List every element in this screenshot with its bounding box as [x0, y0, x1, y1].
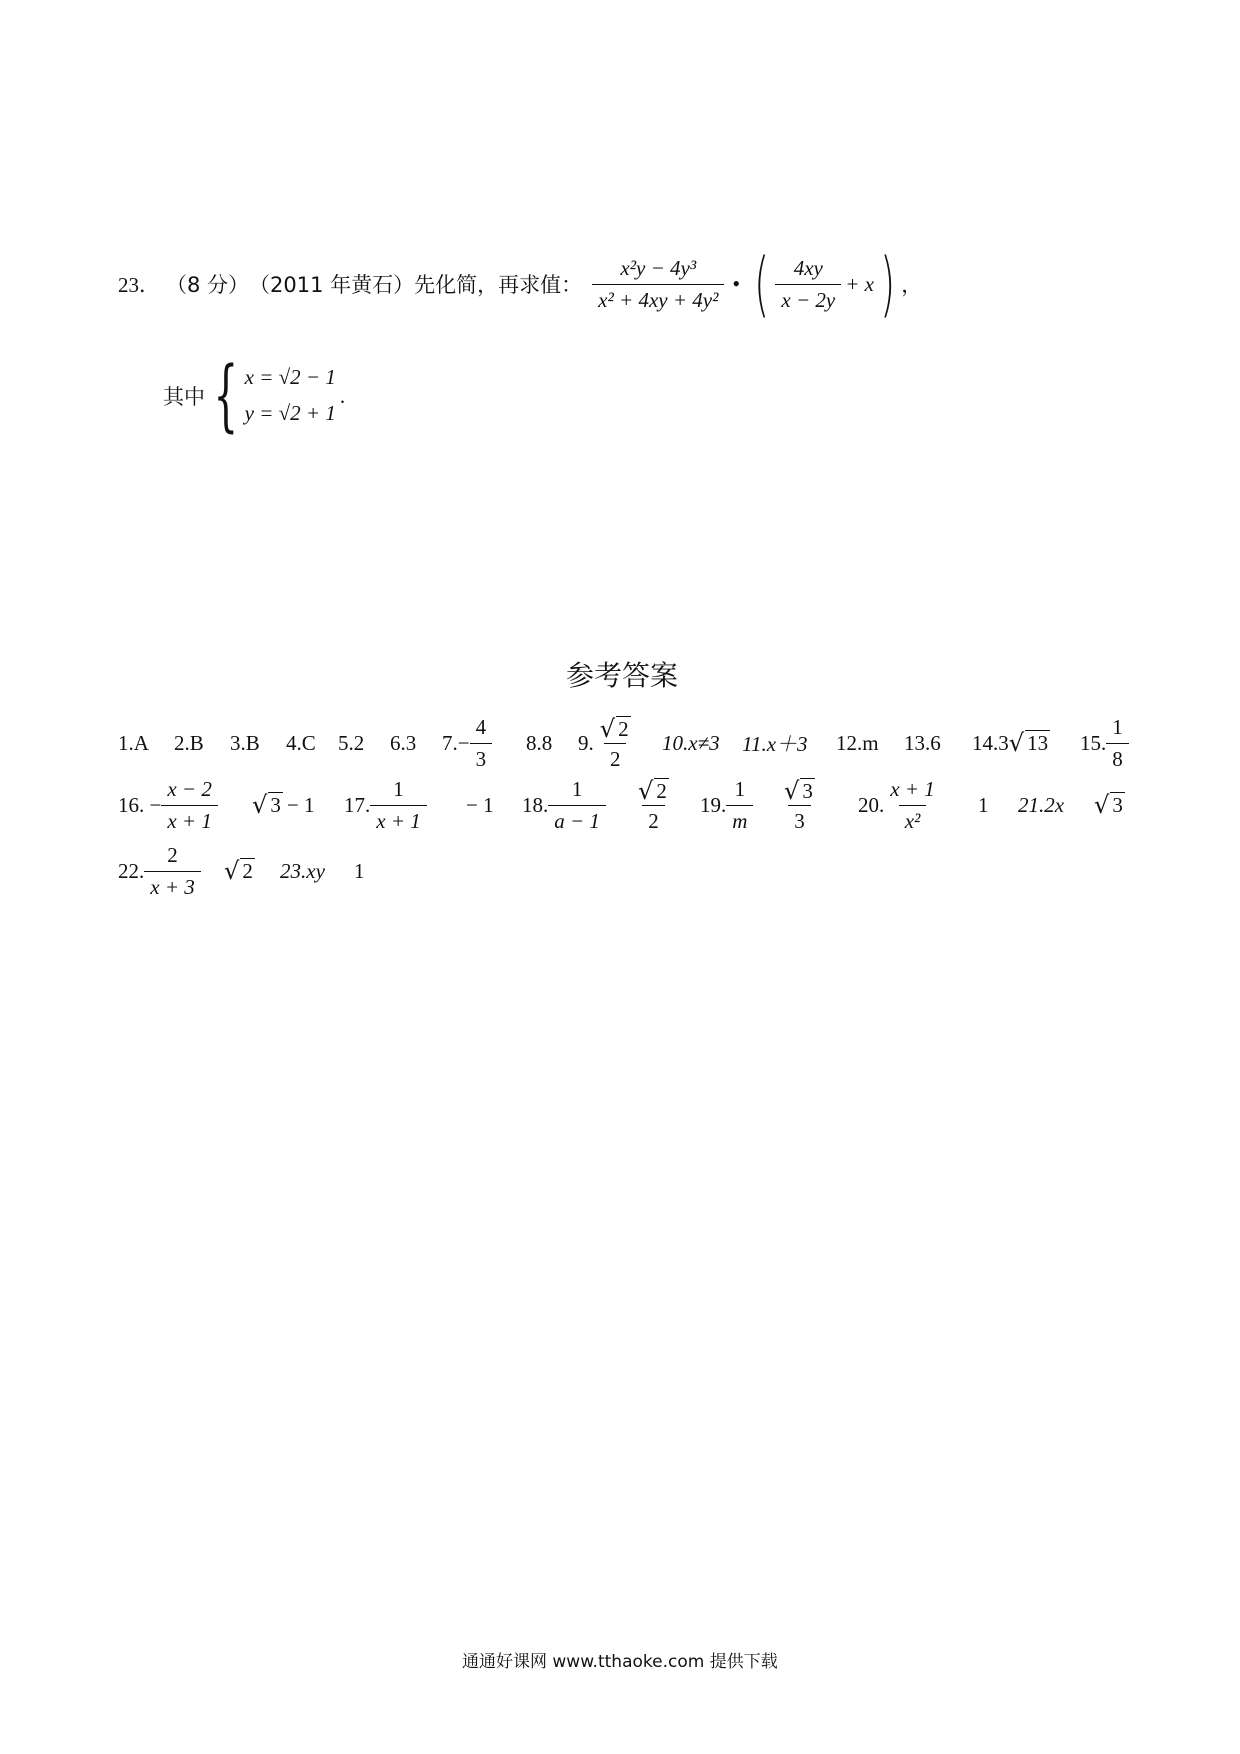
left-paren: (: [754, 243, 770, 325]
sqrt-icon: √ 3: [784, 777, 813, 806]
question-score: （8 分）: [166, 273, 250, 297]
answer-16-label: 16. −: [118, 792, 162, 817]
answer-19-fraction: [726, 776, 753, 834]
answer-18-denominator: a − 1: [548, 805, 606, 834]
multiply-dot: •: [732, 271, 741, 296]
answer-17-value: − 1: [466, 792, 494, 817]
answer-row-2: [118, 770, 1128, 840]
answer-19-value-denominator: 3: [788, 805, 811, 834]
answer-19-value-fraction: [778, 776, 821, 835]
answer-15-denominator: 8: [1106, 743, 1129, 772]
answer-22: [118, 836, 201, 906]
answer-5: 5.2: [338, 730, 365, 755]
answer-16-fraction: [161, 776, 218, 834]
answer-12: 12.m: [836, 730, 879, 755]
answer-19-radicand: 3: [802, 779, 813, 804]
question-23: [118, 244, 922, 324]
answer-14-radicand: 13: [1027, 731, 1049, 756]
answer-15: [1080, 708, 1129, 778]
answer-8: 8.8: [526, 730, 553, 755]
answer-23: 23.xy: [280, 858, 325, 883]
sqrt-icon: √ 3: [1094, 791, 1123, 820]
answer-20-label: 20.: [858, 792, 885, 817]
answer-11: 11.x＋3: [742, 732, 808, 756]
conditions: [163, 351, 346, 441]
answer-15-label: 15.: [1080, 730, 1107, 755]
answer-13: 13.6: [904, 730, 941, 755]
answer-17-label: 17.: [344, 792, 371, 817]
comma: ，: [901, 273, 923, 297]
fraction-2: [775, 255, 841, 313]
condition-system: [245, 360, 336, 431]
answer-16-value-tail: − 1: [286, 792, 315, 817]
condition-y: y = √2 + 1: [244, 401, 336, 425]
question-number: 23．: [118, 273, 160, 297]
footer-source: 通通好课网 www.tthaoke.com 提供下载: [462, 1652, 778, 1672]
answers-heading: 参考答案: [566, 659, 679, 692]
answer-17-fraction: [370, 776, 427, 834]
answer-17-denominator: x + 1: [370, 805, 427, 834]
answer-19-numerator: 1: [734, 777, 746, 802]
answer-22-value: [224, 836, 255, 906]
answer-17-numerator: 1: [393, 777, 404, 802]
answer-16-radicand: 3: [270, 793, 281, 818]
sqrt-icon: √ 13: [1008, 729, 1049, 758]
period: .: [339, 383, 346, 408]
answer-23-value: 1: [354, 858, 365, 883]
answer-16-numerator: x − 2: [167, 777, 212, 802]
answer-7-fraction: [470, 714, 493, 772]
answer-9-numerator: [594, 714, 637, 744]
answer-9: [578, 708, 637, 778]
answer-17: [344, 770, 427, 840]
sqrt-icon: √ 2: [599, 715, 629, 744]
answer-16-value: [252, 770, 314, 840]
answer-9-label: 9.: [578, 730, 594, 755]
answer-22-fraction: [144, 842, 201, 900]
answer-19-value: [778, 770, 821, 840]
fraction-1-denominator: x² + 4xy + 4y²: [592, 284, 724, 313]
answer-7: [442, 708, 492, 778]
sqrt-icon: √ 3: [252, 791, 281, 820]
answer-18-fraction: [548, 776, 606, 834]
left-brace-icon: {: [213, 351, 239, 441]
answer-3: 3.B: [230, 730, 260, 755]
answer-21-radicand: 3: [1112, 793, 1123, 818]
answer-18: [522, 770, 606, 840]
answer-21: 21.2x: [1018, 792, 1065, 817]
fraction-2-denominator: x − 2y: [775, 284, 841, 313]
answer-20-numerator: x + 1: [890, 777, 935, 802]
answer-row-1: [118, 708, 1128, 778]
answer-14: [972, 708, 1050, 778]
answer-6: 6.3: [390, 730, 417, 755]
right-paren: ): [880, 243, 896, 325]
answer-16: [118, 770, 218, 840]
answer-19-value-numerator: [778, 776, 821, 806]
answer-19-label: 19.: [700, 792, 727, 817]
where-label: 其中: [163, 385, 205, 409]
answer-4: 4.C: [286, 730, 316, 755]
answer-20: [858, 770, 941, 840]
answer-18-value-numerator: [632, 776, 675, 806]
plus-x: + x: [845, 271, 874, 296]
fraction-2-numerator: 4xy: [793, 256, 823, 281]
sqrt-icon: √ 2: [638, 777, 667, 806]
answer-1: 1.A: [118, 730, 149, 755]
answer-18-radicand: 2: [656, 779, 667, 804]
answer-18-value-fraction: [632, 776, 675, 835]
question-prompt: 先化简，再求值：: [414, 273, 583, 297]
answer-22-radicand: 2: [242, 859, 253, 884]
answer-18-numerator: 1: [571, 777, 583, 802]
answer-15-fraction: [1106, 714, 1129, 772]
answer-14-label: 14.3: [972, 730, 1009, 755]
answer-20-value: 1: [978, 792, 989, 817]
question-source: （2011 年黄石）: [249, 273, 415, 297]
answer-22-label: 22.: [118, 858, 145, 883]
answer-19: [700, 770, 753, 840]
answer-20-fraction: [884, 776, 941, 834]
answer-18-value-denominator: 2: [642, 805, 665, 834]
answer-2: 2.B: [174, 730, 204, 755]
answer-7-label: 7.−: [442, 730, 470, 755]
fraction-1: [592, 255, 724, 313]
answer-10: 10.x≠3: [662, 730, 720, 755]
answer-row-3: [118, 836, 1128, 906]
answer-22-denominator: x + 3: [144, 871, 201, 900]
answer-7-numerator: 4: [475, 715, 487, 740]
answer-18-value: [632, 770, 675, 840]
answer-15-numerator: 1: [1112, 715, 1123, 740]
answer-9-fraction: [594, 714, 637, 773]
answer-16-denominator: x + 1: [161, 805, 218, 834]
condition-x: x = √2 − 1: [244, 365, 336, 390]
answer-18-label: 18.: [522, 792, 549, 817]
sqrt-icon: √ 2: [224, 857, 253, 886]
answer-19-denominator: m: [726, 805, 753, 834]
answer-9-radicand: 2: [618, 717, 629, 742]
answer-9-denominator: 2: [604, 743, 627, 772]
fraction-1-numerator: x²y − 4y³: [620, 256, 697, 281]
answer-22-numerator: 2: [167, 843, 178, 868]
answer-21-value: [1094, 770, 1125, 840]
answer-7-denominator: 3: [470, 743, 493, 772]
answer-20-denominator: x²: [899, 805, 927, 834]
